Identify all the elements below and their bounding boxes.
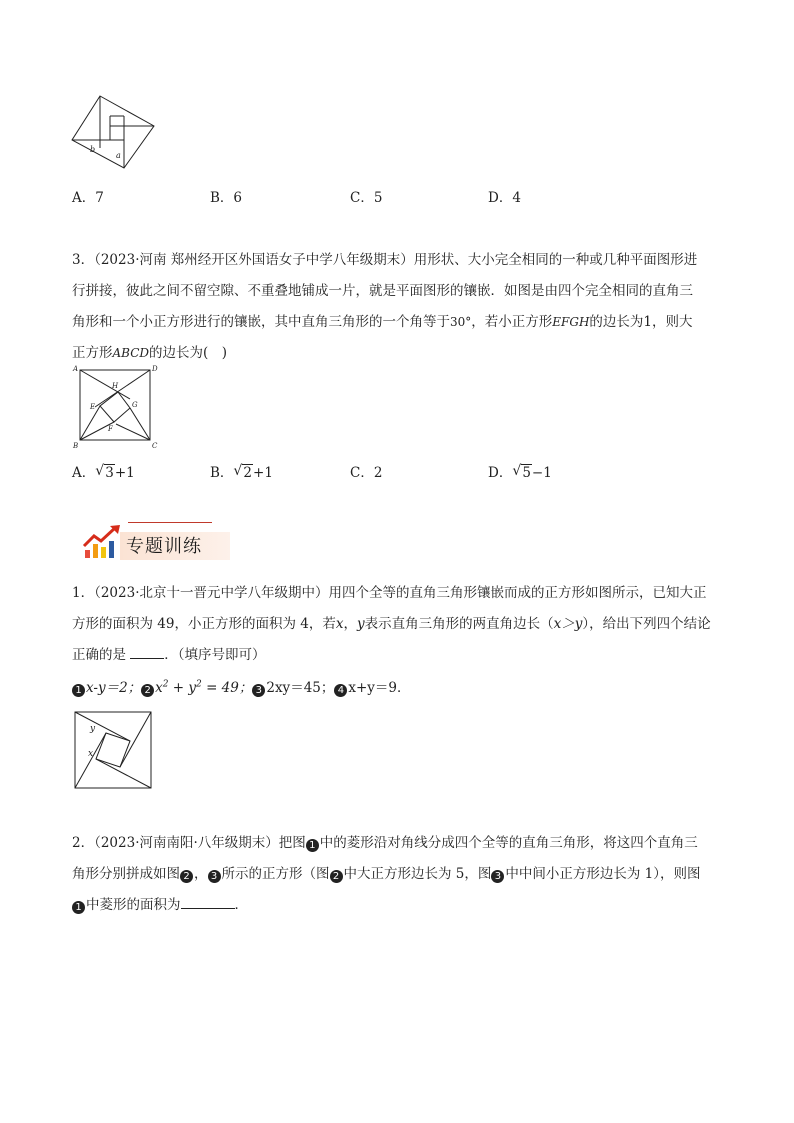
q3-figure <box>70 364 158 450</box>
q3-var-efgh: EFGH <box>552 315 590 329</box>
q3-option-a-tail: +1 <box>114 465 135 481</box>
t2-fig-ref-5: 3 <box>491 870 504 883</box>
t1-line-2-comma: ， <box>343 616 357 632</box>
t2-line-1-a: 2．（2023·河南南阳·八年级期末）把图 <box>72 835 306 851</box>
t1-line-1 <box>75 712 130 741</box>
t1-item-3: 2xy＝45； <box>266 680 335 696</box>
prev-option-c: C．5 <box>350 190 383 206</box>
t1-var-y: y <box>356 616 365 632</box>
t1-item-1-num: 1 <box>72 684 85 697</box>
t2-line-1-b: 中的菱形沿对角线分成四个全等的直角三角形，将这四个直角三 <box>319 835 698 851</box>
t1-item-4: x+y＝9． <box>348 680 411 696</box>
t1-line-2-c: ），给出下列四个结论 <box>582 616 711 632</box>
t2-line-2-b: ， <box>194 866 208 882</box>
prev-outer-square <box>72 96 154 168</box>
t1-cmp: x＞y <box>553 616 583 632</box>
t1-line-3-b: ．（填序号即可） <box>164 647 266 663</box>
q3-angle: 30° <box>450 315 472 329</box>
t1-items <box>72 676 411 697</box>
q3-var-abcd: ABCD <box>112 346 150 360</box>
q3-label-d: D <box>152 365 158 373</box>
t1-item-1: x-y＝2； <box>86 680 142 696</box>
t2-line-1 <box>72 831 698 852</box>
chart-arrow-icon <box>82 524 122 560</box>
prev-label-a: a <box>116 151 121 160</box>
t1-outer-square <box>75 712 151 788</box>
q3-option-a-sqrt: √ 3 <box>95 463 114 481</box>
t1-item-2: $x^2 + y^2 = 49$； <box>155 679 253 696</box>
q3-label-c: C <box>152 442 158 450</box>
q3-line-4-a: 正方形 <box>72 345 113 361</box>
t1-figure <box>72 709 154 789</box>
t2-fig-ref-6: 1 <box>72 901 85 914</box>
q3-label-h: H <box>112 382 119 390</box>
q3-label-e: E <box>90 403 96 411</box>
q3-option-b-label: B． <box>210 465 234 481</box>
q3-line-4 <box>72 341 227 361</box>
t1-label-x: x <box>88 749 94 759</box>
prev-label-b: b <box>90 145 96 154</box>
q3-option-b-tail: +1 <box>253 465 273 481</box>
q3-option-d-label: D． <box>488 465 513 481</box>
t1-line-1: 1．（2023·北京十一晋元中学八年级期中）用四个全等的直角三角形镶嵌而成的正方形如图所示，已知大正 <box>72 585 707 601</box>
q3-option-b-sqrt: √ 2 <box>233 463 253 481</box>
t2-line-3-a: 中菱形的面积为 <box>86 897 181 913</box>
q3-line-1: 3．（2023·河南 郑州经开区外国语女子中学八年级期末）用形状、大小完全相同的一种或几种平面图形进 <box>72 252 698 268</box>
t1-answer-blank <box>130 646 164 659</box>
q3-option-b-rad: 2 <box>243 465 253 481</box>
q3-option-a <box>72 461 135 481</box>
q3-line-ag <box>80 370 130 399</box>
t1-line-3-a: 正确的是 <box>72 647 126 663</box>
q3-option-d <box>488 461 552 481</box>
q3-line-4-b: 的边长为( ) <box>149 345 228 361</box>
t1-var-x: x <box>335 616 344 632</box>
q3-option-d-sqrt: √ 5 <box>512 463 531 481</box>
q3-option-b <box>210 461 273 481</box>
t2-line-3-b: ． <box>234 897 248 913</box>
t2-fig-ref-2: 2 <box>180 870 193 883</box>
t2-line-2-c: 所示的正方形（图 <box>221 866 330 882</box>
t1-line-3 <box>72 643 266 663</box>
t1-item-2-num: 2 <box>141 684 154 697</box>
q3-line-dh <box>95 370 150 407</box>
t2-fig-ref-1: 1 <box>306 839 319 852</box>
prev-option-b: B．6 <box>210 190 243 206</box>
header-title: 专题训练 <box>126 536 202 557</box>
t2-fig-ref-4: 2 <box>330 870 343 883</box>
q3-line-3-a: 角形和一个小正方形进行的镶嵌，其中直角三角形的一个角等于 <box>72 314 450 330</box>
t2-answer-blank <box>181 896 235 909</box>
t1-item-3-num: 3 <box>252 684 265 697</box>
t2-line-3 <box>72 893 248 914</box>
q3-label-g: G <box>132 401 138 409</box>
t1-label-y: y <box>90 724 96 734</box>
prev-option-d: D．4 <box>488 190 521 206</box>
t2-line-2-d: 中大正方形边长为 5，图 <box>343 866 492 882</box>
q3-line-2: 行拼接，彼此之间不留空隙、不重叠地铺成一片，就是平面图形的镶嵌．如图是由四个完全相同的直角三 <box>72 283 693 299</box>
prev-figure <box>70 94 156 170</box>
q3-label-a: A <box>73 365 79 373</box>
t1-line-2-b: 表示直角三角形的两直角边长（ <box>364 616 554 632</box>
t1-line-2-a: 方形的面积为 49，小正方形的面积为 4，若 <box>72 616 336 632</box>
t2-fig-ref-3: 3 <box>208 870 221 883</box>
t2-line-2-e: 中中间小正方形边长为 1），则图 <box>505 866 701 882</box>
q3-line-3-c: 的边长为1，则大 <box>589 314 693 330</box>
header-top-rule <box>128 522 212 523</box>
section-header <box>80 518 240 562</box>
q3-line-3-b: ，若小正方形 <box>471 314 553 330</box>
t2-line-2-a: 角形分别拼成如图 <box>72 866 180 882</box>
t1-item-4-num: 4 <box>334 684 347 697</box>
prev-option-a: A．7 <box>72 190 104 206</box>
q3-label-b: B <box>73 442 79 450</box>
q3-label-f: F <box>108 425 113 433</box>
q3-option-d-tail: −1 <box>531 465 552 481</box>
q3-option-c: C．2 <box>350 465 383 481</box>
q3-option-d-rad: 5 <box>522 465 531 481</box>
t2-line-2 <box>72 862 701 883</box>
t1-line-3 <box>96 759 151 788</box>
q3-option-a-rad: 3 <box>105 465 114 481</box>
q3-line-3 <box>72 310 693 330</box>
t1-line-2 <box>72 612 711 632</box>
q3-option-a-label: A． <box>72 465 96 481</box>
